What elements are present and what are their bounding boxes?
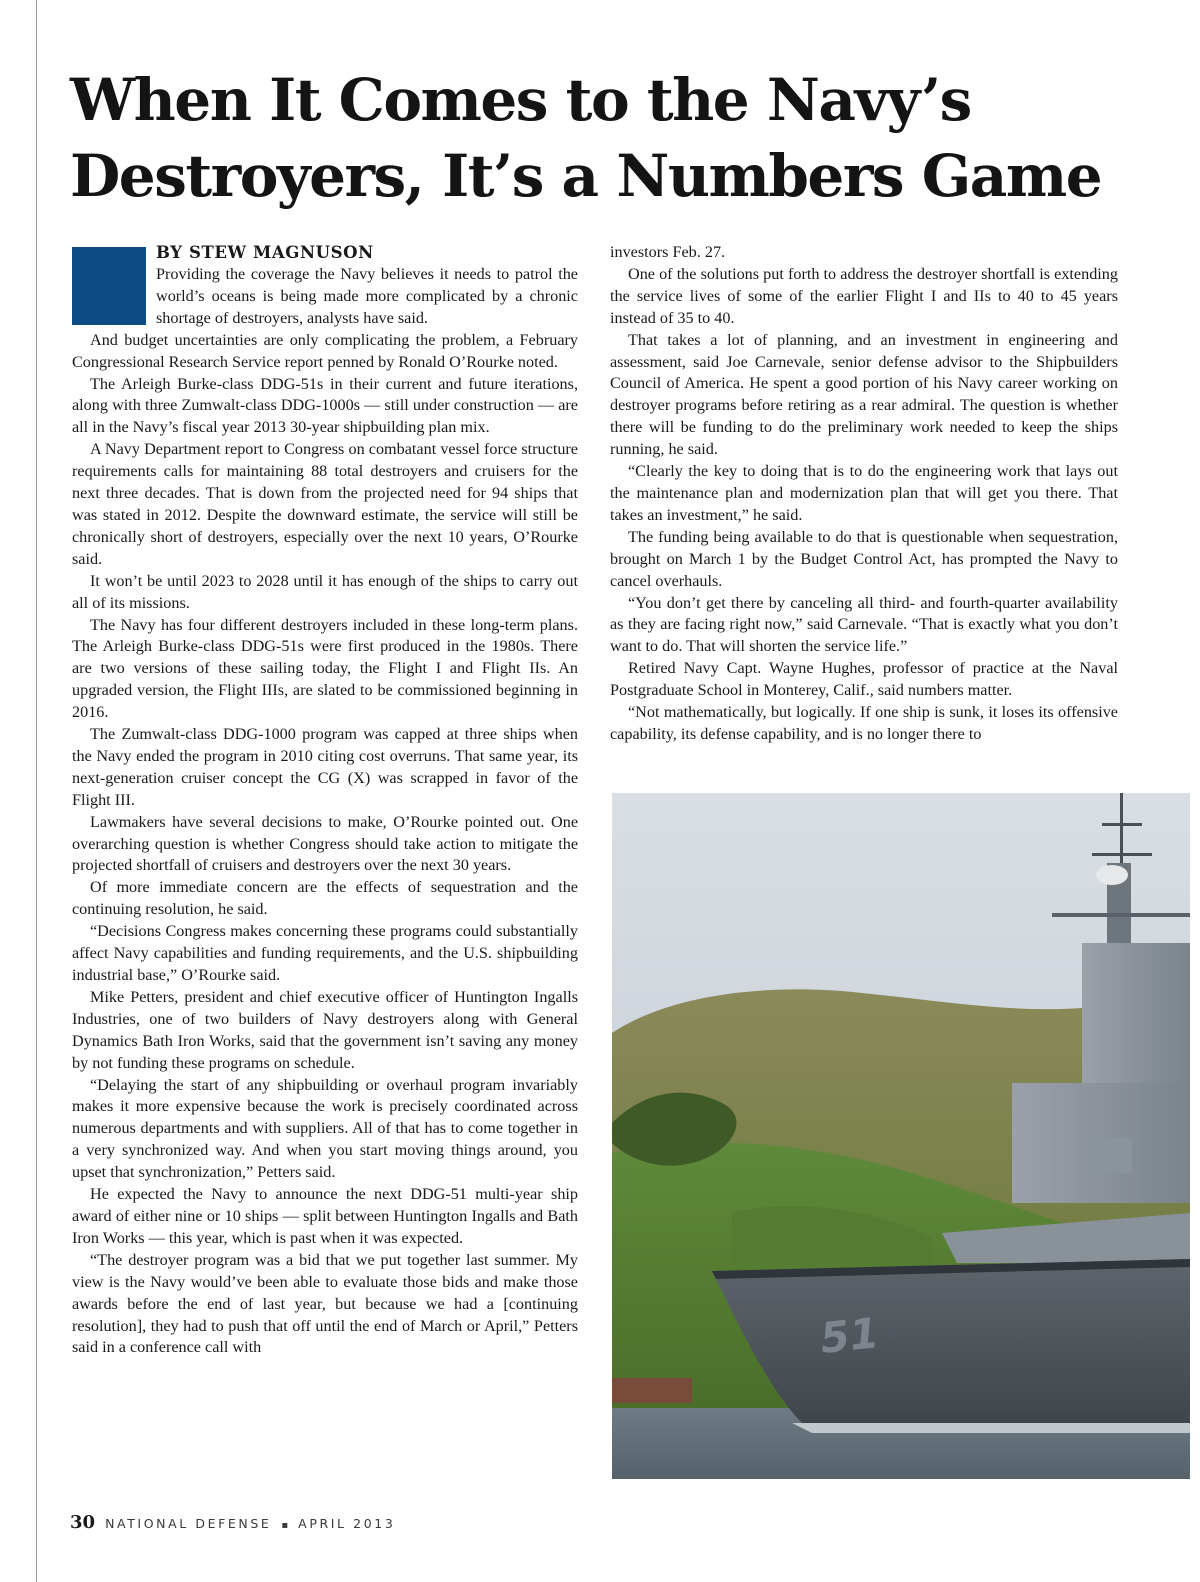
paragraph: The Zumwalt-class DDG-1000 program was capped at three ships when the Navy ended the program in 2010 citing cost overruns. That same year, its next-generation cruiser concept the CG (X) was scrapped in favor of the Flight III. <box>72 725 578 809</box>
paragraph: A Navy Department report to Congress on combatant vessel force structure requirements calls for maintaining 88 total destroyers and cruisers for the next three decades. That is down from the projected need for 94 ships that was stated in 2012. Despite the downward estimate, the service will still be chronically short of destroyers, especially over the next 10 years, O’Rourke said. <box>72 440 578 568</box>
paragraph: “Not mathematically, but logically. If one ship is sunk, it loses its offensive capability, its defense capability, and is no longer there to <box>610 703 1118 743</box>
destroyer-photo <box>612 793 1190 1479</box>
headline-line-1: When It Comes to the Navy’s <box>70 66 971 134</box>
shore-buildings <box>612 1378 692 1403</box>
page-number: 30 <box>70 1512 96 1533</box>
hull <box>712 1259 1190 1423</box>
left-text-column <box>72 242 578 1480</box>
right-text-column <box>610 242 1118 790</box>
paragraph: Providing the coverage the Navy believes it needs to patrol the world’s oceans is being made more complicated by a chronic shortage of destroyers, analysts have said. <box>156 265 578 327</box>
issue-date: APRIL 2013 <box>298 1516 396 1531</box>
superstructure-upper <box>1082 943 1190 1083</box>
headline-line-2: Destroyers, It’s a Numbers Game <box>70 142 1102 210</box>
paragraph: He expected the Navy to announce the next DDG-51 multi-year ship award of either nine or 10 ships — split between Huntington Ingalls and Bath Iron Works — this year, which is past when it was expected. <box>72 1185 578 1247</box>
paragraph: Mike Petters, president and chief executive officer of Huntington Ingalls Industries, one of two builders of Navy destroyers along with General Dynamics Bath Iron Works, said that the government isn’t saving any money by not funding these programs on schedule. <box>72 987 578 1072</box>
paragraph: The Arleigh Burke-class DDG-51s in their current and future iterations, along with three Zumwalt-class DDG-1000s — still under construction — are all in the Navy’s fiscal year 2013 30-year shipbuilding plan mix. <box>72 374 578 437</box>
paragraph: “Delaying the start of any shipbuilding or overhaul program invariably makes it more expensive because the work is precisely coordinated across numerous departments and with suppliers. All of that has to come together in a very synchronized way. And when you start moving things around, you upset that synchronization,” Petters said. <box>72 1075 578 1182</box>
paragraph: It won’t be until 2023 to 2028 until it has enough of the ships to carry out all of its missions. <box>72 571 578 612</box>
radar-dome <box>1096 865 1128 885</box>
drop-cap-block <box>72 247 146 325</box>
paragraph: The funding being available to do that is questionable when sequestration, brought on March 1 by the Budget Control Act, has prompted the Navy to cancel overhauls. <box>610 527 1118 590</box>
article-headline <box>70 62 1170 214</box>
page-footer <box>70 1512 395 1536</box>
paragraph: “Decisions Congress makes concerning these programs could substantially affect Navy capabilities and funding requirements, and the U.S. shipbuilding industrial base,” O’Rourke said. <box>72 922 578 984</box>
paragraph: Retired Navy Capt. Wayne Hughes, professor of practice at the Naval Postgraduate School in Monterey, Calif., said numbers matter. <box>610 659 1118 700</box>
yardarm <box>1052 913 1190 917</box>
paragraph: The Navy has four different destroyers included in these long-term plans. The Arleigh Burke-class DDG-51s were first produced in the 1980s. There are two versions of these sailing today, the Flight I and Flight IIs. An upgraded version, the Flight IIIs, are slated to be commissioned beginning in 2016. <box>72 615 578 722</box>
hull-number: 51 <box>817 1308 882 1363</box>
paragraph: investors Feb. 27. <box>610 243 726 261</box>
paragraph: That takes a lot of planning, and an investment in engineering and assessment, said Joe Carnevale, senior defense advisor to the Shipbuilders Council of America. He spent a good portion of his Navy career working on destroyer programs before retiring as a rear admiral. The question is whether there will be funding to do the preliminary work needed to keep the ships running, he said. <box>610 330 1118 459</box>
paragraph: And budget uncertainties are only complicating the problem, a February Congressional Research Service report penned by Ronald O’Rourke noted. <box>72 330 578 371</box>
paragraph: One of the solutions put forth to address the destroyer shortfall is extending the service lives of some of the earlier Flight I and IIs to 40 to 45 years instead of 35 to 40. <box>610 264 1118 327</box>
paragraph: Lawmakers have several decisions to make, O’Rourke pointed out. One overarching question is whether Congress should take action to mitigate the projected shortfall of cruisers and destroyers over the next 30 years. <box>72 812 578 875</box>
page-margin-rule <box>36 0 37 1582</box>
bow-wake <box>792 1423 1190 1433</box>
paragraph: Of more immediate concern are the effects of sequestration and the continuing resolution, he said. <box>72 878 578 919</box>
paragraph: “You don’t get there by canceling all third- and fourth-quarter availability as they are facing right now,” said Carnevale. “That is exactly what you don’t want to do. That will shorten the service life.” <box>610 593 1118 656</box>
bridge <box>1092 1138 1132 1173</box>
footer-separator: ▪ <box>281 1520 289 1531</box>
paragraph: “Clearly the key to doing that is to do the engineering work that lays out the maintenance plan and modernization plan that will get you there. That takes an investment,” he said. <box>610 462 1118 524</box>
destroyer-illustration <box>612 793 1190 1479</box>
byline: BY STEW MAGNUSON <box>156 243 374 262</box>
mast-top <box>1120 793 1123 863</box>
paragraph: “The destroyer program was a bid that we put together last summer. My view is the Navy would’ve been able to evaluate those bids and make those awards before the end of last year, but because we had a [continuing resolution], they had to push that off until the end of March or April,” Petters said in a conference call with <box>72 1250 578 1357</box>
publication-name: NATIONAL DEFENSE <box>105 1516 272 1531</box>
